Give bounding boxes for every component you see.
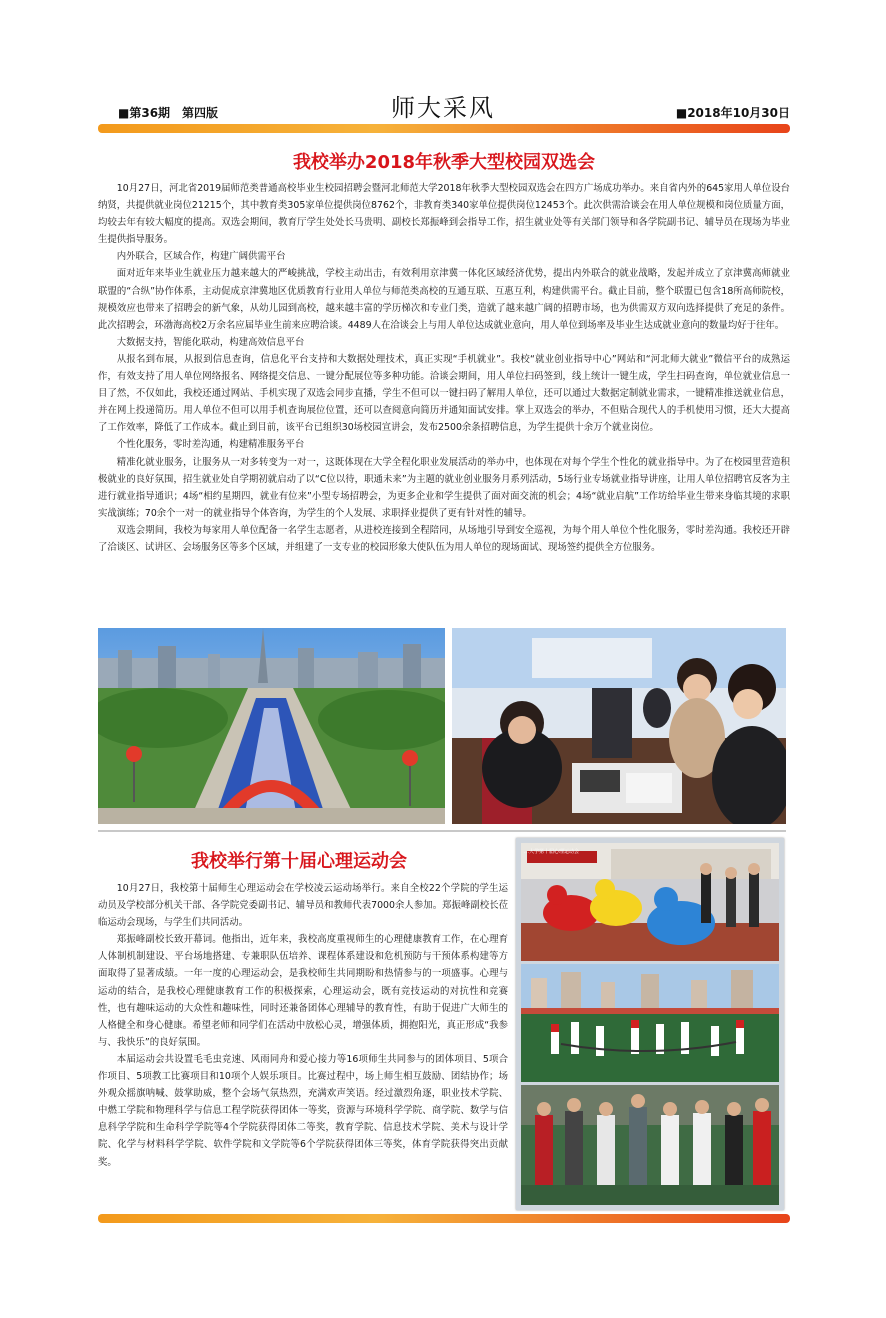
job-fair-aerial-photo: [98, 628, 445, 824]
article2-paragraph: 本届运动会共设置毛毛虫竞速、风雨同舟和爱心接力等16项师生共同参与的团体项目、5项合作项目、5项教工比赛项目和10项个人娱乐项目。比赛过程中，场上师生相互鼓励、团结协作；场外观众摇旗呐喊、鼓掌助威，整个会场气氛热烈，充满欢声笑语。经过激烈角逐，职业技术学院、中燃工学院和物理科学与信息工程学院获得团体一等奖，资源与环境科学学院、商学院、数学与信息科学学院和生命科学学院等4个学院获得团体二等奖，教育学院、信息技术学院、美术与设计学院、化学与材料科学学院、软件学院和文学院等6个学院获得团体三等奖，体育学院获得突出贡献奖。: [98, 1053, 508, 1168]
article1-subheading: 大数据支持，智能化联动，构建高效信息平台: [116, 336, 305, 348]
job-fair-interview-photo: [452, 628, 786, 824]
sports-meet-relay-photo: [521, 1085, 779, 1205]
footer-divider-bar: [98, 1214, 790, 1223]
article2-headline: 我校举行第十届心理运动会: [191, 851, 407, 872]
article1-paragraph: 10月27日，河北省2019届师范类普通高校毕业生校园招聘会暨河北师范大学2018年秋季大型校园双选会在四方广场成功举办。来自省内外的645家用人单位设台纳贤，共提供就业岗位21215个，其中教育类305家单位提供岗位8762个，非教育类340家单位提供岗位12453个。此次供需洽谈会在用人单位规模和岗位质量方面，均较去年有较大幅度的提高。双选会期间，教育厅学生处处长马贵明、副校长郑振峰到会指导工作，招生就业处等有关部门领导和各学院副书记、辅导员在现场为毕业生提供指导服务。: [98, 183, 790, 246]
article1-subheading: 内外联合，区域合作，构建广阔供需平台: [116, 251, 286, 263]
article1-subheading: 个性化服务，零时差沟通，构建精准服务平台: [116, 439, 305, 451]
article1-paragraph: 精准化就业服务，让服务从一对多转变为一对一，这既体现在大学全程化职业发展活动的举办中，也体现在对每个学生个性化的就业指导中。为了在校园里营造积极就业的良好氛围，招生就业处自学期初就启动了以“C位以待，职通未来”为主题的就业创业服务月系列活动，5场行业专场就业指导讲座，让用人单位招聘官反客为主进行就业指导通识；4场“相约星期四，就业有位来”小型专场招聘会，为更多企业和学生提供了面对面交流的机会；4场“就业启航”工作坊给毕业生带来身临其境的求职实战演练；70余个一对一的就业指导个体咨询，为学生的个人发展、求职择业提供了更有针对性的辅导。: [98, 456, 790, 519]
article1-paragraph: 面对近年来毕业生就业压力越来越大的严峻挑战，学校主动出击，有效利用京津冀一体化区域经济优势，提出内外联合的就业战略，发起并成立了京津冀高师就业联盟的“合纵”协作体系，主动促成京津冀地区优质教育行业用人单位与师范类高校的互通互联、互惠互利，构建供需平台。截止目前，整个联盟已包含18所高师院校，规模效应也带来了招聘会的新气象，从幼儿园到高校，越来越丰富的学历梯次和专业门类，造就了越来越广阔的招聘市场，也为供需双方双向选择提供了充足的条件。此次招聘会，环渤海高校2万余名应届毕业生前来应聘洽谈。4489人在洽谈会上与用人单位达成就业意向，用人单位到场率及毕业生达成就业意向的数量均好于往年。: [98, 268, 790, 331]
article2-paragraph: 郑振峰副校长致开幕词。他指出，近年来，我校高度重视师生的心理健康教育工作，在心理育人体制机制建设、平台场地搭建、专兼职队伍培养、课程体系建设和危机预防与干预体系构建等方面取得了显著成绩。一年一度的心理运动会，是我校师生共同期盼和热情参与的一项盛事。心理与运动的结合，是我校心理健康教育工作的积极探索，心理运动会，既有竞技运动的对抗性和竞赛性，也有趣味运动的大众性和趣味性，同时还兼备团体心理辅导的教育性，有助于促进广大师生的人格健全和身心健康。希望老师和同学们在活动中放松心灵，增强体质，拥抱阳光，真正形成“我参与、我快乐”的良好氛围。: [98, 934, 508, 1048]
header-divider-bar: [98, 124, 790, 133]
article2-body: [98, 880, 508, 1171]
masthead-title: 师大采风: [391, 94, 495, 122]
sports-meet-inflatable-photo: [521, 843, 779, 961]
section-separator: [98, 830, 786, 832]
article1-paragraph: 从报名到布展，从报到信息查询，信息化平台支持和大数据处理技术，真正实现“手机就业”。我校“就业创业指导中心”网站和“河北师大就业”微信平台的成熟运作，有效支持了用人单位网络报名、网络提交信息、一键分配展位等多种功能。洽谈会期间，用人单位扫码签到，线上统计一键生成，学生扫码查询，单位就业信息一目了然，不仅如此，我校还通过网站、手机实现了双选会同步直播，学生不但可以一键扫码了解用人单位，还可以通过大数据定制就业需求，一键精准推送就业信息，并在网上投递简历。用人单位不但可以用手机查询展位位置，还可以查阅意向简历并通知面试安排。掌上双选会的举办，不但贴合现代人的手机使用习惯，还大大提高了工作效率，降低了工作成本。截止到目前，该平台已组织30场校园宣讲会，发布2500余条招聘信息，为学生提供十余万个就业岗位。: [98, 353, 790, 434]
article1-paragraph: 双选会期间，我校为每家用人单位配备一名学生志愿者，从进校连接到全程陪同，从场地引导到安全巡视，为每个用人单位个性化服务，零时差沟通。我校还开辟了洽谈区、试讲区、会场服务区等多个区域，并组建了一支专业的校园形象大使队伍为用人单位的现场面试、现场签约提供全方位服务。: [98, 524, 790, 553]
issue-date: ■2018年10月30日: [675, 106, 790, 120]
sports-meet-field-photo: [521, 964, 779, 1082]
sports-meet-banner: …大学第十届心理运动会: [524, 849, 580, 855]
issue-number: ■第36期 第四版: [118, 106, 219, 120]
article2-paragraph: 10月27日，我校第十届师生心理运动会在学校凌云运动场举行。来自全校22个学院的学生运动员及学校部分机关干部、各学院党委副书记、辅导员和教师代表7000余人参加。郑振峰副校长莅临运动会现场，与学生们共同活动。: [98, 883, 508, 929]
article1-body: [98, 180, 790, 556]
article1-headline: 我校举办2018年秋季大型校园双选会: [292, 152, 596, 173]
